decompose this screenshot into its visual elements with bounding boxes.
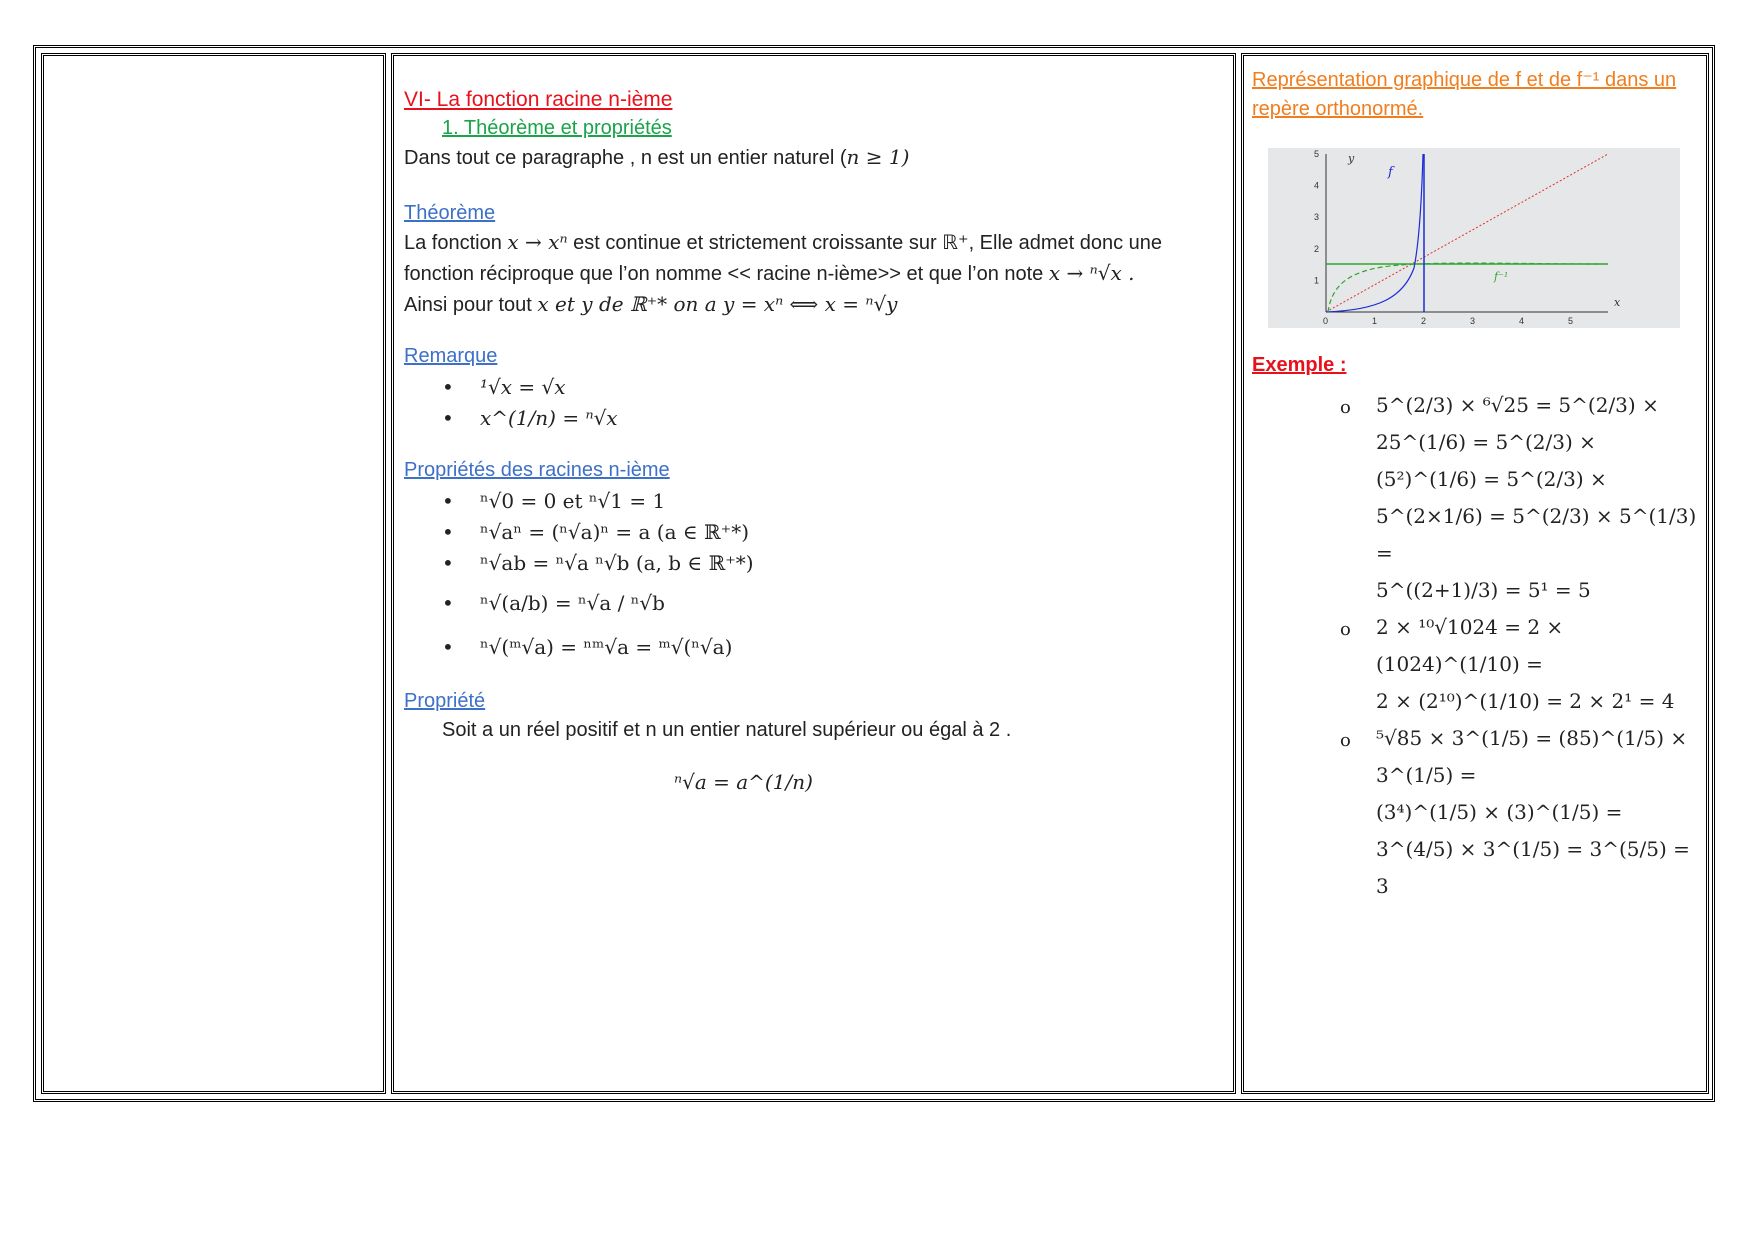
theoreme-text: fonction réciproque que l’on nomme << racine n-ième>> et que l’on note [404, 263, 1049, 285]
bisector-line [1326, 154, 1608, 312]
list-item: • ⁿ√0 = 0 et ⁿ√1 = 1 [404, 486, 1223, 517]
exemple-line: o ⁵√85 × 3^(1/5) = (85)^(1/5) × 3^(1/5) = [1376, 726, 1688, 787]
list-item [1252, 387, 1698, 609]
exemple-line: (3⁴)^(1/5) × (3)^(1/5) = 3^(4/5) × 3^(1/5) = 3^(5/5) = 3 [1376, 800, 1690, 898]
theoreme-line-3 [404, 289, 1223, 320]
middle-cell [391, 53, 1236, 1094]
theoreme-math: x et y de ℝ⁺* on a y = xⁿ ⟺ x = ⁿ√y [537, 292, 898, 316]
x-tick-label: 2 [1421, 316, 1427, 326]
y-tick-label: 1 [1314, 275, 1320, 286]
theoreme-text: Ainsi pour tout [404, 294, 538, 316]
remarque-list [404, 372, 1223, 434]
propriete-text: Soit a un réel positif et n un entier naturel supérieur ou égal à 2 . [442, 719, 1012, 741]
list-item: • ⁿ√(a/b) = ⁿ√a / ⁿ√b [404, 579, 1223, 627]
exemple-line: o 2 × ¹⁰√1024 = 2 × (1024)^(1/10) = [1376, 615, 1564, 676]
y-tick-label: 2 [1314, 243, 1320, 254]
x-tick-label: 1 [1372, 316, 1378, 326]
theoreme-text: est continue et strictement croissante sur ℝ⁺, Elle admet donc une [567, 232, 1163, 254]
propriete-formula: ⁿ√a = a^(1/n) [674, 770, 813, 794]
graph-title: Représentation graphique de f et de f⁻¹ dans un repère orthonormé. [1252, 69, 1677, 120]
intro-text: Dans tout ce paragraphe , n est un entier naturel ( [404, 147, 847, 169]
list-item: • ¹√x = √x [404, 372, 1223, 403]
exemple-heading: Exemple : [1252, 354, 1347, 376]
intro-math: n ≥ 1) [846, 145, 910, 169]
exemples-list [1252, 387, 1698, 905]
theoreme-line-1 [404, 227, 1223, 258]
curve-finv [1328, 263, 1598, 312]
y-tick-label: 5 [1314, 149, 1320, 159]
label-f: f [1388, 165, 1393, 180]
list-item [1252, 609, 1698, 720]
x-tick-label: 5 [1568, 316, 1574, 326]
x-tick-label: 4 [1519, 316, 1525, 326]
exemple-line: (5²)^(1/6) = 5^(2/3) × 5^(2×1/6) = 5^(2/3) × 5^(1/3) = [1376, 467, 1697, 565]
exemple-line: o 5^(2/3) × ⁶√25 = 5^(2/3) × 25^(1/6) = 5^(2/3) × [1376, 393, 1659, 454]
theoreme-math: x → xⁿ [507, 230, 568, 254]
x-axis-label: x [1614, 296, 1621, 309]
proprietes-list [404, 486, 1223, 667]
theoreme-math: x → ⁿ√x . [1048, 261, 1135, 285]
function-graph [1268, 148, 1680, 328]
intro-paragraph [404, 142, 1223, 173]
curve-f [1326, 154, 1423, 312]
theoreme-line-2 [404, 258, 1223, 289]
remarque-heading: Remarque [404, 345, 498, 367]
list-item: • x^(1/n) = ⁿ√x [404, 403, 1223, 434]
x-tick-label: 0 [1323, 316, 1329, 326]
proprietes-heading: Propriétés des racines n-ième [404, 459, 670, 481]
list-item: • ⁿ√aⁿ = (ⁿ√a)ⁿ = a (a ∈ ℝ⁺*) [404, 517, 1223, 548]
axis-ticks [1314, 149, 1573, 326]
list-item: • ⁿ√ab = ⁿ√a ⁿ√b (a, b ∈ ℝ⁺*) [404, 548, 1223, 579]
y-tick-label: 3 [1314, 212, 1320, 223]
list-item: • ⁿ√(ᵐ√a) = ⁿᵐ√a = ᵐ√(ⁿ√a) [404, 627, 1223, 667]
theoreme-text: La fonction [404, 232, 508, 254]
exemple-line: 2 × (2¹⁰)^(1/10) = 2 × 2¹ = 4 [1376, 689, 1675, 713]
list-item [1252, 720, 1698, 905]
y-tick-label: 4 [1314, 180, 1320, 191]
right-cell [1241, 53, 1709, 1094]
left-cell [41, 53, 386, 1094]
x-tick-label: 3 [1470, 316, 1476, 326]
label-finv: f⁻¹ [1494, 270, 1509, 283]
graph-svg [1268, 148, 1680, 328]
propriete-heading: Propriété [404, 690, 486, 712]
document-table [33, 45, 1715, 1102]
y-axis-label: y [1348, 152, 1355, 165]
theoreme-heading: Théorème [404, 202, 496, 224]
section-title: VI- La fonction racine n-ième [404, 88, 673, 111]
exemple-line: 5^((2+1)/3) = 5¹ = 5 [1376, 578, 1591, 602]
subsection-title: 1. Théorème et propriétés [442, 117, 672, 139]
